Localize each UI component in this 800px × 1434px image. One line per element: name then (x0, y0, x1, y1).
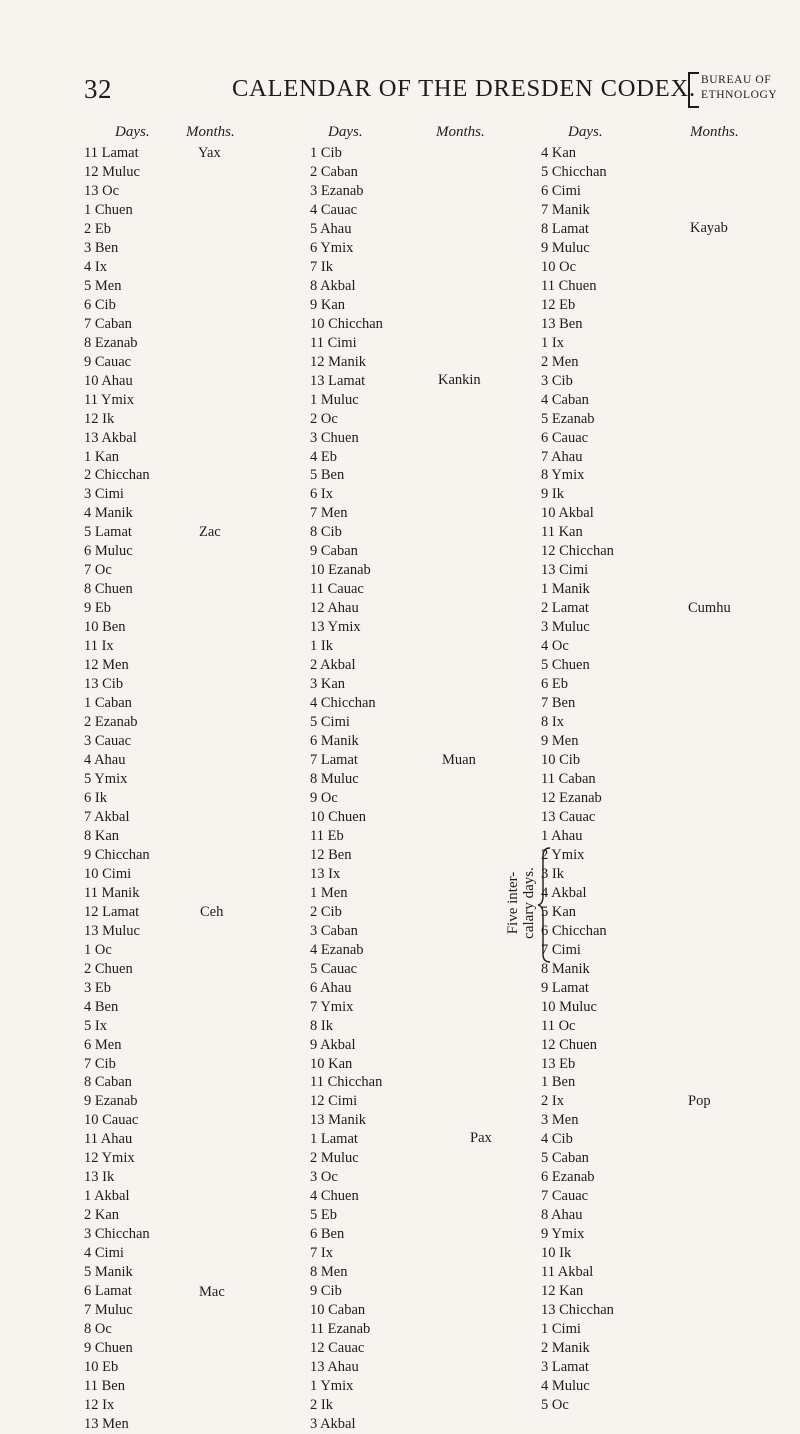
day-col3-entry: 4 Muluc (541, 1377, 590, 1394)
day-col1-entry: 5 Men (84, 277, 122, 294)
day-col1-entry: 8 Ezanab (84, 334, 138, 351)
day-col2-entry: 7 Men (310, 505, 348, 522)
day-col2-entry: 5 Cimi (310, 714, 350, 731)
day-col3-entry: 10 Ik (541, 1245, 572, 1262)
day-col2-entry: 6 Ben (310, 1226, 345, 1243)
month-label-mac: Mac (199, 1284, 225, 1300)
day-col2-entry: 13 Manik (310, 1112, 366, 1129)
day-col2-entry: 7 Lamat (310, 752, 358, 768)
day-col3-entry: 4 Kan (541, 145, 577, 161)
day-col2-entry: 9 Oc (310, 789, 338, 806)
day-col3-entry: 4 Caban (541, 391, 589, 408)
day-col2-entry: 1 Ymix (310, 1377, 354, 1394)
day-col2-entry: 4 Chuen (310, 1188, 359, 1205)
day-col2-entry: 5 Ben (310, 467, 345, 484)
day-col2-entry: 2 Cib (310, 903, 342, 920)
day-col2-entry: 10 Caban (310, 1302, 366, 1319)
day-col1-entry: 11 Lamat (84, 145, 139, 161)
day-col2-entry: 10 Chicchan (310, 315, 383, 332)
day-col2-entry: 2 Akbal (310, 657, 356, 674)
day-col3-entry: 1 Cimi (541, 1321, 581, 1338)
day-col1-entry: 3 Chicchan (84, 1226, 150, 1243)
day-col2-entry: 9 Kan (310, 296, 346, 313)
day-col1-entry: 5 Manik (84, 1264, 133, 1281)
day-col2-entry: 12 Cimi (310, 1093, 358, 1110)
day-col2-entry: 3 Akbal (310, 1415, 356, 1432)
day-col2-entry: 12 Ahau (310, 600, 359, 617)
day-col3-entry: 4 Akbal (541, 884, 587, 901)
day-col2-entry: 11 Cauac (310, 581, 364, 598)
day-col3-entry: 8 Manik (541, 960, 590, 977)
bureau-label-line2: ETHNOLOGY (701, 89, 778, 101)
day-col3-entry: 7 Manik (541, 201, 590, 218)
day-col3-entry: 9 Ymix (541, 1226, 585, 1243)
day-col2-entry: 3 Chuen (310, 429, 359, 446)
day-col2-entry: 12 Cauac (310, 1340, 365, 1357)
day-col3-entry: 5 Kan (541, 903, 577, 920)
month-label-kankin: Kankin (438, 372, 481, 388)
day-col1-entry: 8 Oc (84, 1321, 112, 1338)
day-col2-entry: 13 Ahau (310, 1359, 359, 1375)
day-col1-entry: 7 Muluc (84, 1302, 133, 1319)
day-col1-entry: 13 Akbal (84, 429, 137, 446)
day-col1-entry: 6 Muluc (84, 543, 133, 560)
day-col1-entry: 5 Lamat (84, 524, 132, 541)
day-col3-entry: 7 Ahau (541, 448, 583, 465)
day-col3-entry: 2 Men (541, 353, 579, 370)
day-col1-entry: 12 Ymix (84, 1150, 135, 1167)
day-col3-entry: 3 Muluc (541, 619, 590, 636)
month-label-yax: Yax (198, 145, 221, 161)
day-col2-entry: 6 Ymix (310, 239, 354, 256)
day-col3-entry: 3 Cib (541, 372, 573, 389)
day-col3-entry: 6 Cauac (541, 429, 589, 446)
day-col1-entry: 7 Cib (84, 1055, 116, 1072)
day-col2-entry: 7 Ik (310, 258, 333, 275)
day-col3-entry: 1 Manik (541, 581, 590, 598)
day-col2-entry: 12 Manik (310, 353, 366, 370)
day-col1-entry: 6 Lamat (84, 1283, 132, 1300)
day-col1-entry: 8 Kan (84, 827, 120, 844)
day-col2-entry: 9 Akbal (310, 1036, 356, 1053)
day-col1-entry: 3 Cimi (84, 486, 124, 503)
day-col2-entry: 11 Eb (310, 827, 344, 844)
day-col3-entry: 8 Lamat (541, 220, 589, 237)
month-label-kayab: Kayab (690, 220, 728, 236)
day-col1-entry: 10 Eb (84, 1359, 119, 1375)
day-col1-entry: 9 Ezanab (84, 1093, 138, 1110)
day-col3-entry: 11 Chuen (541, 277, 597, 294)
days-column-1 (84, 144, 150, 1434)
day-col1-entry: 8 Chuen (84, 581, 133, 598)
day-col1-entry: 1 Akbal (84, 1188, 130, 1205)
day-col2-entry: 9 Cib (310, 1283, 342, 1300)
day-col2-entry: 13 Ymix (310, 619, 361, 636)
months-header-2: Months. (436, 124, 485, 140)
day-col2-entry: 4 Eb (310, 448, 337, 465)
day-col1-entry: 3 Ben (84, 239, 119, 256)
day-col2-entry: 8 Cib (310, 524, 342, 541)
day-col1-entry: 12 Ix (84, 1396, 115, 1413)
day-col3-entry: 1 Ix (541, 334, 564, 351)
day-col1-entry: 3 Cauac (84, 733, 132, 750)
day-col2-entry: 5 Eb (310, 1207, 337, 1224)
day-col1-entry: 10 Cauac (84, 1112, 139, 1129)
day-col1-entry: 1 Chuen (84, 201, 133, 218)
month-label-zac: Zac (199, 524, 221, 540)
day-col3-entry: 12 Eb (541, 296, 576, 313)
day-col2-entry: 10 Ezanab (310, 562, 371, 579)
day-col1-entry: 2 Kan (84, 1207, 120, 1224)
days-column-3 (541, 144, 614, 1415)
day-col1-entry: 4 Cimi (84, 1245, 124, 1262)
page-number: 32 (84, 74, 112, 104)
day-col1-entry: 6 Ik (84, 789, 107, 806)
day-col2-entry: 1 Muluc (310, 391, 359, 408)
day-col2-entry: 8 Muluc (310, 770, 359, 787)
day-col1-entry: 11 Ymix (84, 391, 135, 408)
day-col1-entry: 13 Muluc (84, 922, 140, 939)
day-col1-entry: 4 Ahau (84, 752, 126, 768)
day-col3-entry: 5 Oc (541, 1396, 569, 1413)
day-col2-entry: 3 Ezanab (310, 182, 364, 199)
day-col1-entry: 12 Lamat (84, 903, 140, 920)
day-col2-entry: 8 Akbal (310, 277, 356, 294)
day-col3-entry: 6 Chicchan (541, 922, 607, 939)
bureau-bracket (688, 72, 699, 108)
day-col2-entry: 5 Ahau (310, 220, 352, 237)
day-col2-entry: 3 Oc (310, 1169, 338, 1186)
month-label-pax: Pax (470, 1130, 492, 1146)
day-col3-entry: 8 Ix (541, 714, 564, 731)
day-col1-entry: 2 Chuen (84, 960, 133, 977)
day-col3-entry: 13 Chicchan (541, 1302, 614, 1319)
bureau-label (701, 73, 777, 103)
day-col1-entry: 12 Muluc (84, 163, 140, 180)
day-col2-entry: 11 Chicchan (310, 1074, 383, 1091)
day-col3-entry: 10 Oc (541, 258, 577, 275)
day-col2-entry: 2 Oc (310, 410, 338, 427)
day-col1-entry: 12 Men (84, 657, 129, 674)
day-col1-entry: 13 Cib (84, 676, 124, 693)
bureau-label-line1: BUREAU OF (701, 74, 772, 86)
day-col1-entry: 6 Cib (84, 296, 116, 313)
day-col1-entry: 8 Caban (84, 1074, 132, 1091)
day-col3-entry: 1 Ahau (541, 827, 583, 844)
day-col2-entry: 10 Chuen (310, 808, 366, 825)
intercalary-brace (537, 846, 553, 964)
day-col3-entry: 8 Ahau (541, 1207, 583, 1224)
day-col1-entry: 13 Oc (84, 182, 120, 199)
day-col2-entry: 9 Caban (310, 543, 358, 560)
day-col3-entry: 2 Lamat (541, 600, 589, 617)
day-col1-entry: 3 Eb (84, 979, 111, 996)
day-col2-entry: 2 Muluc (310, 1150, 359, 1167)
day-col3-entry: 7 Cauac (541, 1188, 589, 1205)
month-label-muan: Muan (442, 752, 476, 768)
day-col2-entry: 7 Ymix (310, 998, 354, 1015)
months-header-3: Months. (690, 124, 739, 140)
day-col1-entry: 13 Ik (84, 1169, 115, 1186)
day-col2-entry: 1 Ik (310, 638, 333, 655)
day-col2-entry: 1 Cib (310, 145, 342, 161)
day-col1-entry: 2 Ezanab (84, 714, 138, 731)
day-col3-entry: 11 Akbal (541, 1264, 594, 1281)
day-col3-entry: 6 Cimi (541, 182, 581, 199)
day-col2-entry: 5 Cauac (310, 960, 358, 977)
day-col3-entry: 4 Cib (541, 1131, 573, 1148)
day-col2-entry: 10 Kan (310, 1055, 353, 1072)
day-col1-entry: 10 Ahau (84, 372, 133, 389)
month-label-cumhu: Cumhu (688, 600, 731, 616)
running-title: CALENDAR OF THE DRESDEN CODEX. (232, 75, 696, 102)
day-col3-entry: 11 Caban (541, 770, 596, 787)
day-col3-entry: 2 Ix (541, 1093, 564, 1110)
day-col3-entry: 4 Oc (541, 638, 569, 655)
day-col3-entry: 12 Chuen (541, 1036, 597, 1053)
day-col3-entry: 5 Chicchan (541, 163, 607, 180)
day-col2-entry: 6 Manik (310, 733, 359, 750)
day-col3-entry: 13 Cauac (541, 808, 596, 825)
day-col3-entry: 9 Muluc (541, 239, 590, 256)
day-col2-entry: 8 Men (310, 1264, 348, 1281)
day-col3-entry: 10 Muluc (541, 998, 597, 1015)
day-col3-entry: 13 Ben (541, 315, 583, 332)
month-label-ceh: Ceh (200, 904, 224, 920)
day-col2-entry: 2 Caban (310, 163, 358, 180)
day-col3-entry: 9 Ik (541, 486, 564, 503)
day-col1-entry: 4 Manik (84, 505, 133, 522)
day-col3-entry: 5 Caban (541, 1150, 589, 1167)
day-col1-entry: 7 Caban (84, 315, 132, 332)
day-col3-entry: 6 Ezanab (541, 1169, 595, 1186)
day-col3-entry: 6 Eb (541, 676, 568, 693)
day-col1-entry: 11 Ix (84, 638, 114, 655)
day-col2-entry: 11 Ezanab (310, 1321, 371, 1338)
day-col3-entry: 9 Lamat (541, 979, 589, 996)
intercalary-note-line2: calary days. (521, 867, 537, 939)
day-col2-entry: 13 Lamat (310, 372, 366, 389)
day-col3-entry: 13 Cimi (541, 562, 589, 579)
day-col2-entry: 3 Caban (310, 922, 358, 939)
days-header-3: Days. (568, 124, 603, 140)
days-header-1: Days. (115, 124, 150, 140)
day-col3-entry: 1 Ben (541, 1074, 576, 1091)
day-col3-entry: 11 Oc (541, 1017, 576, 1034)
day-col1-entry: 5 Ymix (84, 770, 128, 787)
day-col1-entry: 11 Ben (84, 1377, 125, 1394)
day-col3-entry: 5 Ezanab (541, 410, 595, 427)
day-col3-entry: 11 Kan (541, 524, 583, 541)
intercalary-note-line1: Five inter- (505, 871, 521, 935)
day-col2-entry: 11 Cimi (310, 334, 357, 351)
day-col2-entry: 4 Cauac (310, 201, 358, 218)
day-col3-entry: 10 Akbal (541, 505, 594, 522)
day-col3-entry: 10 Cib (541, 752, 581, 768)
day-col3-entry: 9 Men (541, 733, 579, 750)
day-col1-entry: 4 Ben (84, 998, 119, 1015)
day-col2-entry: 12 Ben (310, 846, 352, 863)
day-col1-entry: 1 Oc (84, 941, 112, 958)
day-col3-entry: 3 Lamat (541, 1359, 589, 1375)
day-col2-entry: 7 Ix (310, 1245, 333, 1262)
intercalary-note (505, 844, 537, 962)
day-col2-entry: 3 Kan (310, 676, 346, 693)
day-col1-entry: 9 Cauac (84, 353, 132, 370)
day-col1-entry: 11 Manik (84, 884, 140, 901)
day-col2-entry: 1 Men (310, 884, 348, 901)
months-header-1: Months. (186, 124, 235, 140)
day-col1-entry: 12 Ik (84, 410, 115, 427)
day-col1-entry: 10 Ben (84, 619, 126, 636)
page-header (0, 0, 800, 120)
day-col1-entry: 7 Akbal (84, 808, 130, 825)
day-col1-entry: 4 Ix (84, 258, 107, 275)
day-col2-entry: 2 Ik (310, 1396, 333, 1413)
day-col1-entry: 6 Men (84, 1036, 122, 1053)
day-col2-entry: 4 Ezanab (310, 941, 364, 958)
day-col1-entry: 2 Eb (84, 220, 111, 237)
day-col1-entry: 2 Chicchan (84, 467, 150, 484)
day-col1-entry: 7 Oc (84, 562, 112, 579)
day-col1-entry: 1 Caban (84, 695, 132, 712)
day-col1-entry: 9 Eb (84, 600, 111, 617)
day-col3-entry: 7 Ben (541, 695, 576, 712)
day-col1-entry: 9 Chicchan (84, 846, 150, 863)
day-col3-entry: 12 Chicchan (541, 543, 614, 560)
days-column-2 (310, 144, 383, 1434)
day-col2-entry: 1 Lamat (310, 1131, 358, 1148)
day-col3-entry: 12 Ezanab (541, 789, 602, 806)
day-col1-entry: 13 Men (84, 1415, 129, 1432)
day-col1-entry: 10 Cimi (84, 865, 132, 882)
day-col3-entry: 13 Eb (541, 1055, 576, 1072)
day-col1-entry: 5 Ix (84, 1017, 107, 1034)
column-headers (0, 124, 800, 144)
day-col1-entry: 1 Kan (84, 448, 120, 465)
day-col3-entry: 7 Cimi (541, 941, 581, 958)
day-col3-entry: 8 Ymix (541, 467, 585, 484)
day-col2-entry: 8 Ik (310, 1017, 333, 1034)
days-header-2: Days. (328, 124, 363, 140)
day-col3-entry: 12 Kan (541, 1283, 584, 1300)
day-col3-entry: 3 Men (541, 1112, 579, 1129)
day-col2-entry: 6 Ahau (310, 979, 352, 996)
month-label-pop: Pop (688, 1093, 711, 1109)
day-col3-entry: 3 Ik (541, 865, 564, 882)
day-col2-entry: 4 Chicchan (310, 695, 376, 712)
day-col1-entry: 9 Chuen (84, 1340, 133, 1357)
day-col3-entry: 2 Ymix (541, 846, 585, 863)
day-col2-entry: 13 Ix (310, 865, 341, 882)
day-col3-entry: 2 Manik (541, 1340, 590, 1357)
day-col3-entry: 5 Chuen (541, 657, 590, 674)
day-col2-entry: 6 Ix (310, 486, 333, 503)
day-col1-entry: 11 Ahau (84, 1131, 133, 1148)
